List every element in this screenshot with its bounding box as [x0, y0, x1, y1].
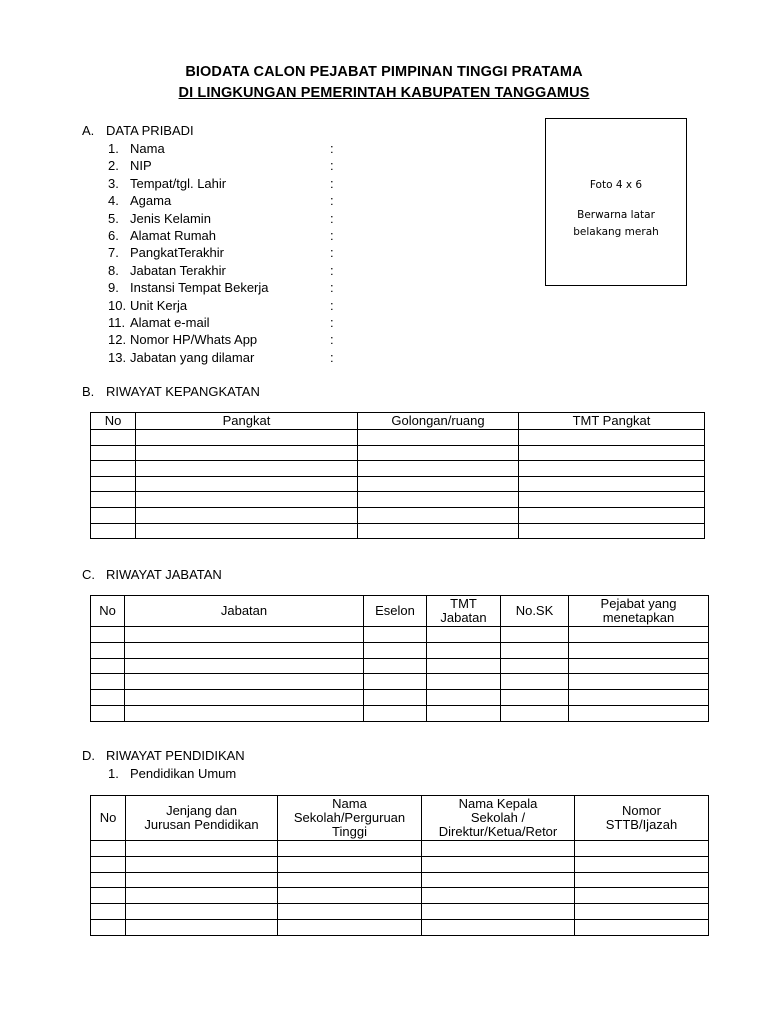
- empty-cell[interactable]: [569, 658, 709, 674]
- column-header: Jabatan: [125, 596, 364, 627]
- empty-cell[interactable]: [91, 888, 126, 904]
- empty-cell[interactable]: [126, 872, 278, 888]
- empty-cell[interactable]: [126, 904, 278, 920]
- section-b-title: RIWAYAT KEPANGKATAN: [106, 384, 260, 399]
- field-number: 11.: [108, 314, 126, 330]
- empty-cell[interactable]: [91, 658, 125, 674]
- field-row: [108, 244, 348, 261]
- empty-cell[interactable]: [278, 856, 422, 872]
- empty-cell[interactable]: [569, 690, 709, 706]
- empty-cell[interactable]: [358, 507, 519, 523]
- field-number: 10.: [108, 297, 127, 313]
- empty-cell[interactable]: [519, 507, 705, 523]
- column-header: Eselon: [364, 596, 427, 627]
- empty-cell[interactable]: [422, 888, 575, 904]
- section-d-heading: [82, 748, 245, 763]
- field-label: PangkatTerakhir: [130, 245, 224, 261]
- empty-cell[interactable]: [91, 872, 126, 888]
- sub-number: 1.: [108, 766, 119, 781]
- empty-cell[interactable]: [501, 705, 569, 721]
- field-row: [108, 262, 348, 279]
- empty-cell[interactable]: [91, 492, 136, 508]
- field-number: 5.: [108, 210, 119, 226]
- empty-cell[interactable]: [569, 674, 709, 690]
- column-header: Jenjang dan Jurusan Pendidikan: [126, 796, 278, 841]
- empty-cell[interactable]: [364, 705, 427, 721]
- field-number: 4.: [108, 193, 119, 209]
- column-header: TMT Jabatan: [427, 596, 501, 627]
- empty-cell[interactable]: [575, 904, 709, 920]
- section-a-letter: A.: [82, 123, 95, 138]
- photo-note-line2: belakang merah: [573, 226, 659, 238]
- table-row: [91, 476, 705, 492]
- empty-cell[interactable]: [91, 841, 126, 857]
- field-number: 2.: [108, 158, 119, 174]
- field-colon: :: [330, 158, 334, 174]
- empty-cell[interactable]: [278, 904, 422, 920]
- column-header: No: [91, 596, 125, 627]
- column-header: Nama Sekolah/Perguruan Tinggi: [278, 796, 422, 841]
- empty-cell[interactable]: [519, 430, 705, 446]
- table-header-row: [91, 596, 709, 627]
- empty-cell[interactable]: [427, 705, 501, 721]
- empty-cell[interactable]: [364, 642, 427, 658]
- section-d-letter: D.: [82, 748, 95, 763]
- empty-cell[interactable]: [358, 430, 519, 446]
- empty-cell[interactable]: [358, 445, 519, 461]
- empty-cell[interactable]: [91, 674, 125, 690]
- field-number: 6.: [108, 227, 119, 243]
- photo-placeholder: [545, 118, 687, 286]
- field-number: 9.: [108, 280, 119, 296]
- empty-cell[interactable]: [358, 476, 519, 492]
- empty-cell[interactable]: [126, 841, 278, 857]
- field-label: Jabatan yang dilamar: [130, 349, 255, 365]
- empty-cell[interactable]: [91, 904, 126, 920]
- empty-cell[interactable]: [519, 445, 705, 461]
- field-row: [108, 192, 348, 209]
- section-b-letter: B.: [82, 384, 95, 399]
- empty-cell[interactable]: [125, 658, 364, 674]
- empty-cell[interactable]: [364, 627, 427, 643]
- empty-cell[interactable]: [422, 904, 575, 920]
- field-row: [108, 331, 348, 348]
- column-header: Golongan/ruang: [358, 413, 519, 430]
- photo-background-note: [546, 207, 686, 241]
- field-colon: :: [330, 262, 334, 278]
- table-row: [91, 856, 709, 872]
- empty-cell[interactable]: [91, 642, 125, 658]
- empty-cell[interactable]: [358, 461, 519, 477]
- empty-cell[interactable]: [427, 690, 501, 706]
- empty-cell[interactable]: [519, 476, 705, 492]
- empty-cell[interactable]: [126, 919, 278, 935]
- empty-cell[interactable]: [501, 642, 569, 658]
- empty-cell[interactable]: [91, 507, 136, 523]
- column-header: Pangkat: [136, 413, 358, 430]
- section-c-title: RIWAYAT JABATAN: [106, 567, 222, 582]
- empty-cell[interactable]: [575, 872, 709, 888]
- field-label: Jabatan Terakhir: [130, 262, 226, 278]
- empty-cell[interactable]: [91, 461, 136, 477]
- empty-cell[interactable]: [575, 919, 709, 935]
- personal-data-fields: [108, 140, 348, 366]
- field-row: [108, 227, 348, 244]
- photo-note-line1: Berwarna latar: [577, 209, 655, 221]
- empty-cell[interactable]: [364, 690, 427, 706]
- empty-cell[interactable]: [501, 658, 569, 674]
- field-label: Nomor HP/Whats App: [130, 332, 258, 348]
- empty-cell[interactable]: [427, 674, 501, 690]
- field-row: [108, 279, 348, 296]
- field-colon: :: [330, 245, 334, 261]
- column-header: Nama Kepala Sekolah / Direktur/Ketua/Retor: [422, 796, 575, 841]
- empty-cell[interactable]: [501, 627, 569, 643]
- table-row: [91, 841, 709, 857]
- form-subtitle: DI LINGKUNGAN PEMERINTAH KABUPATEN TANGGAMUS: [178, 85, 590, 101]
- table-row: [91, 642, 709, 658]
- field-label: NIP: [130, 158, 152, 174]
- field-label: Alamat e-mail: [130, 314, 210, 330]
- field-colon: :: [330, 193, 334, 209]
- empty-cell[interactable]: [136, 476, 358, 492]
- empty-cell[interactable]: [427, 642, 501, 658]
- column-header: No: [91, 413, 136, 430]
- table-row: [91, 492, 705, 508]
- photo-size-label: Foto 4 x 6: [589, 179, 643, 191]
- empty-cell[interactable]: [575, 888, 709, 904]
- field-colon: :: [330, 297, 334, 313]
- field-number: 7.: [108, 245, 119, 261]
- section-b-heading: [82, 384, 260, 399]
- field-colon: :: [330, 175, 334, 191]
- column-header: Nomor STTB/Ijazah: [575, 796, 709, 841]
- section-a-heading: [82, 123, 194, 138]
- field-row: [108, 175, 348, 192]
- field-label: Unit Kerja: [130, 297, 188, 313]
- position-history-table: [90, 595, 709, 722]
- table-row: [91, 919, 709, 935]
- empty-cell[interactable]: [422, 872, 575, 888]
- table-row: [91, 888, 709, 904]
- table-row: [91, 507, 705, 523]
- field-number: 3.: [108, 175, 119, 191]
- empty-cell[interactable]: [358, 492, 519, 508]
- empty-cell[interactable]: [569, 642, 709, 658]
- field-number: 8.: [108, 262, 119, 278]
- table-row: [91, 658, 709, 674]
- education-history-table: [90, 795, 709, 936]
- column-header: No: [91, 796, 126, 841]
- empty-cell[interactable]: [422, 856, 575, 872]
- table-header-row: [91, 413, 705, 430]
- empty-cell[interactable]: [136, 430, 358, 446]
- column-header: TMT Pangkat: [519, 413, 705, 430]
- field-row: [108, 140, 348, 157]
- field-colon: :: [330, 332, 334, 348]
- table-row: [91, 690, 709, 706]
- empty-cell[interactable]: [136, 507, 358, 523]
- empty-cell[interactable]: [126, 856, 278, 872]
- empty-cell[interactable]: [125, 690, 364, 706]
- field-label: Tempat/tgl. Lahir: [130, 175, 227, 191]
- section-d-title: RIWAYAT PENDIDIKAN: [106, 748, 245, 763]
- field-colon: :: [330, 280, 334, 296]
- column-header: No.SK: [501, 596, 569, 627]
- empty-cell[interactable]: [575, 841, 709, 857]
- table-header-row: [91, 796, 709, 841]
- table-row: [91, 872, 709, 888]
- field-number: 1.: [108, 141, 119, 156]
- table-row: [91, 674, 709, 690]
- empty-cell[interactable]: [519, 523, 705, 539]
- empty-cell[interactable]: [364, 674, 427, 690]
- field-colon: :: [330, 314, 334, 330]
- empty-cell[interactable]: [91, 523, 136, 539]
- empty-cell[interactable]: [91, 690, 125, 706]
- section-c-letter: C.: [82, 567, 95, 582]
- empty-cell[interactable]: [91, 445, 136, 461]
- field-colon: :: [330, 227, 334, 243]
- empty-cell[interactable]: [91, 476, 136, 492]
- empty-cell[interactable]: [136, 523, 358, 539]
- field-row: [108, 210, 348, 227]
- column-header: Pejabat yang menetapkan: [569, 596, 709, 627]
- empty-cell[interactable]: [422, 841, 575, 857]
- empty-cell[interactable]: [501, 674, 569, 690]
- empty-cell[interactable]: [278, 888, 422, 904]
- empty-cell[interactable]: [91, 705, 125, 721]
- empty-cell[interactable]: [364, 658, 427, 674]
- table-row: [91, 904, 709, 920]
- empty-cell[interactable]: [125, 674, 364, 690]
- table-row: [91, 627, 709, 643]
- empty-cell[interactable]: [278, 841, 422, 857]
- empty-cell[interactable]: [136, 445, 358, 461]
- empty-cell[interactable]: [575, 856, 709, 872]
- empty-cell[interactable]: [519, 461, 705, 477]
- table-row: [91, 461, 705, 477]
- section-a-title: DATA PRIBADI: [106, 123, 194, 138]
- empty-cell[interactable]: [91, 856, 126, 872]
- empty-cell[interactable]: [278, 919, 422, 935]
- empty-cell[interactable]: [427, 658, 501, 674]
- empty-cell[interactable]: [91, 919, 126, 935]
- field-row: [108, 314, 348, 331]
- empty-cell[interactable]: [91, 430, 136, 446]
- field-label: Nama: [130, 141, 165, 156]
- field-colon: :: [330, 141, 334, 156]
- table-row: [91, 705, 709, 721]
- empty-cell[interactable]: [136, 461, 358, 477]
- empty-cell[interactable]: [125, 627, 364, 643]
- table-row: [91, 445, 705, 461]
- form-title: BIODATA CALON PEJABAT PIMPINAN TINGGI PRATAMA: [185, 64, 583, 80]
- empty-cell[interactable]: [136, 492, 358, 508]
- empty-cell[interactable]: [125, 642, 364, 658]
- empty-cell[interactable]: [569, 705, 709, 721]
- section-c-heading: [82, 567, 222, 582]
- field-number: 12.: [108, 332, 127, 348]
- sub-label: Pendidikan Umum: [130, 766, 237, 781]
- field-label: Alamat Rumah: [130, 227, 216, 243]
- field-label: Instansi Tempat Bekerja: [130, 280, 269, 296]
- section-d-subheading: [108, 766, 236, 781]
- field-row: [108, 157, 348, 174]
- empty-cell[interactable]: [569, 627, 709, 643]
- empty-cell[interactable]: [501, 690, 569, 706]
- field-label: Agama: [130, 193, 172, 209]
- field-colon: :: [330, 349, 334, 365]
- table-row: [91, 523, 705, 539]
- empty-cell[interactable]: [422, 919, 575, 935]
- field-colon: :: [330, 210, 334, 226]
- field-number: 13.: [108, 349, 127, 365]
- empty-cell[interactable]: [125, 705, 364, 721]
- empty-cell[interactable]: [427, 627, 501, 643]
- empty-cell[interactable]: [519, 492, 705, 508]
- table-row: [91, 430, 705, 446]
- empty-cell[interactable]: [358, 523, 519, 539]
- empty-cell[interactable]: [126, 888, 278, 904]
- field-row: [108, 349, 348, 366]
- field-label: Jenis Kelamin: [130, 210, 211, 226]
- empty-cell[interactable]: [278, 872, 422, 888]
- field-row: [108, 297, 348, 314]
- rank-history-table: [90, 412, 705, 539]
- empty-cell[interactable]: [91, 627, 125, 643]
